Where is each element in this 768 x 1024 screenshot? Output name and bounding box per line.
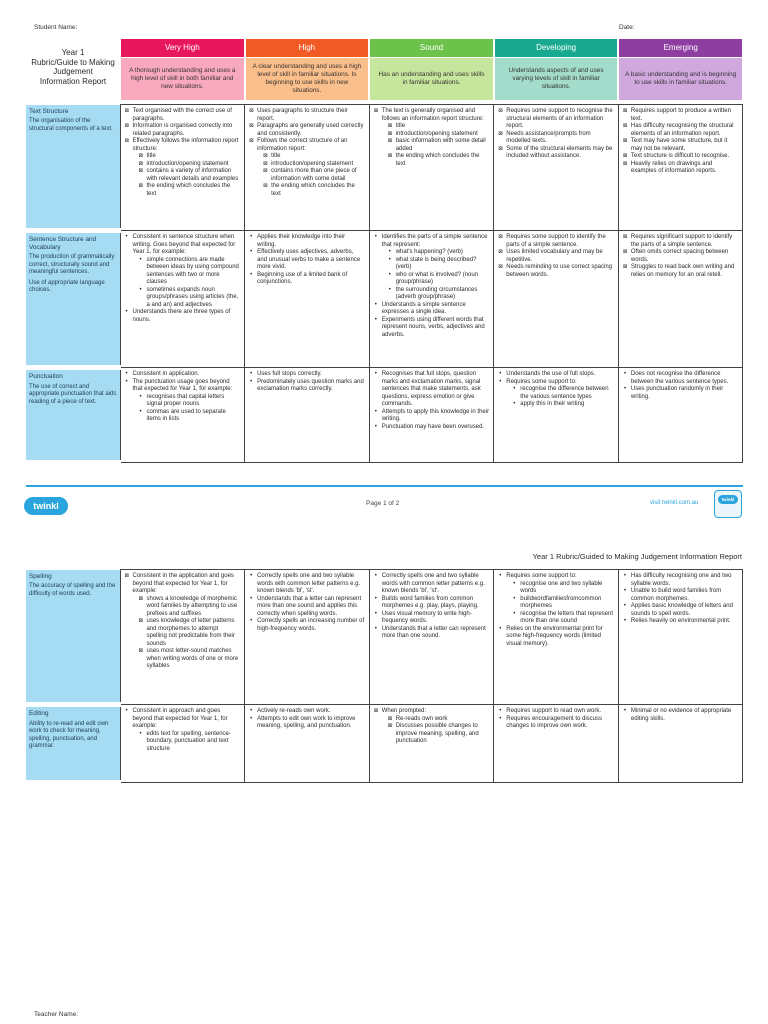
rubric-table-page-2: [26, 569, 743, 785]
criteria-text: recognise the difference between the various sentence types: [520, 386, 609, 400]
criteria-text: Understands a simple sentence expresses a single idea.: [381, 301, 466, 315]
page-number: Page 1 of 2: [366, 500, 400, 507]
criteria-text: introduction/opening statement: [395, 130, 478, 137]
criteria-item: [374, 573, 490, 596]
level-description: A clear understanding and uses a high level of skill in familiar situations. Is beginning to use skills in new situations.: [246, 58, 369, 100]
criteria-cell: [369, 368, 494, 463]
criteria-item: [623, 108, 739, 123]
criteria-text: recognises that capital letters signal proper nouns: [146, 393, 225, 407]
criteria-text: uses knowledge of letter patterns and morphemes to attempt spelling not predictable from their sounds: [146, 618, 235, 647]
criteria-item: [374, 626, 490, 641]
criteria-list: [125, 573, 241, 671]
criteria-text: Requires support to produce a written text.: [630, 108, 731, 122]
criteria-item: [374, 108, 490, 168]
criteria-item: [125, 123, 241, 138]
criteria-item: [623, 234, 739, 249]
criteria-item: [512, 386, 614, 401]
criteria-item: [139, 618, 241, 648]
criteria-list: [125, 108, 241, 198]
criteria-cell: [618, 705, 743, 783]
criteria-text: When prompted:: [381, 708, 427, 714]
criteria-cell: [369, 231, 494, 368]
criteria-text: Applies their knowledge into their writing.: [257, 234, 346, 248]
criteria-list: [498, 234, 614, 279]
criteria-text: Uses visual memory to write high-frequency words.: [381, 610, 472, 624]
rubric-row: [26, 705, 743, 783]
criteria-text: Requires some support to:: [506, 573, 577, 579]
criteria-text: Requires some support to recognise the structural elements of an information report.: [506, 108, 613, 129]
criteria-item: [623, 618, 739, 626]
level-header-very-high: Very High: [121, 39, 244, 57]
criteria-cell: [369, 105, 494, 231]
criteria-item: [374, 409, 490, 424]
criteria-list: [623, 708, 739, 723]
criteria-text: Effectively uses adjectives, adverbs, and unusual verbs to make a sentence more vivid.: [257, 249, 361, 270]
criteria-list: [133, 153, 241, 198]
criteria-text: sometimes expands noun groups/phrases using articles (the, a and an) and adjectives: [146, 286, 239, 308]
criteria-text: Correctly spells one and two syllable words with common letter patterns e.g. known blends 'bl', 'st'.: [257, 573, 361, 594]
badge-text: twinkl: [718, 495, 738, 504]
criteria-item: [498, 379, 614, 409]
date-label: Date:: [619, 24, 635, 31]
rubric-title-line: Judgement: [53, 67, 93, 77]
criteria-text: Relies on the environmental print for some high-frequency words (limited visual memory).: [506, 625, 603, 647]
criteria-text: what's happening? (verb): [395, 249, 463, 255]
criteria-text: Struggles to read back own writing and relies on memory for an oral retell.: [630, 264, 735, 278]
criteria-item: [125, 573, 241, 671]
criteria-text: apply this in their writing: [520, 401, 585, 407]
criteria-text: the surrounding circumstances (adverb group/phrase): [395, 286, 478, 300]
criteria-cell: [618, 231, 743, 368]
criteria-item: [374, 611, 490, 626]
criteria-cell: [369, 570, 494, 705]
criteria-text: Requires some support to identify the parts of a simple sentence.: [506, 234, 606, 248]
criteria-text: Consistent in approach and goes beyond that expected for Year 1, for example:: [132, 708, 228, 729]
criteria-list: [133, 731, 241, 754]
criteria-item: [249, 272, 365, 287]
criteria-text: Needs reminding to use correct spacing between words.: [506, 264, 613, 278]
criteria-list: [382, 249, 490, 302]
criteria-cell: [120, 231, 245, 368]
criteria-text: Requires some support to:: [506, 378, 577, 385]
criteria-item: [249, 249, 365, 272]
criteria-item: [512, 401, 614, 409]
criteria-list: [382, 123, 490, 168]
criteria-item: [623, 264, 739, 279]
criteria-text: shows a knowledge of morphemic word families by attempting to use prefixes and suffixes: [146, 595, 238, 617]
criteria-list: [249, 234, 365, 287]
category-title: Spelling: [29, 572, 52, 580]
criteria-item: [125, 379, 241, 424]
criteria-text: Correctly spells one and two syllable words with common letter patterns e.g. known blends 'bl', 'st'.: [381, 573, 485, 594]
criteria-item: [512, 596, 614, 611]
criteria-item: [139, 161, 241, 169]
criteria-list: [506, 581, 614, 626]
criteria-text: Uses limited vocabulary and may be repetitive.: [506, 249, 603, 263]
criteria-text: Understands there are three types of nouns.: [132, 309, 231, 323]
criteria-list: [374, 573, 490, 641]
criteria-text: Understands that a letter can represent more than one sound.: [381, 625, 486, 639]
criteria-item: [498, 626, 614, 649]
criteria-text: Predominately uses question marks and exclamation marks correctly.: [257, 378, 364, 392]
criteria-list: [374, 371, 490, 431]
criteria-cell: [120, 105, 245, 231]
level-description: A thorough understanding and uses a high level of skill in both familiar and new situations.: [121, 58, 244, 100]
criteria-text: Unable to build word families from common morphemes.: [630, 588, 722, 602]
criteria-list: [498, 573, 614, 648]
category-description: Use of appropriate language choices.: [29, 279, 105, 293]
level-header-developing: Developing: [495, 39, 618, 57]
rubric-title: [26, 48, 120, 86]
criteria-item: [249, 618, 365, 633]
criteria-item: [498, 131, 614, 146]
criteria-item: [263, 161, 365, 169]
criteria-item: [623, 371, 739, 386]
criteria-item: [139, 648, 241, 671]
criteria-list: [623, 573, 739, 626]
criteria-item: [249, 573, 365, 596]
criteria-text: Understands the use of full stops.: [506, 371, 596, 377]
criteria-item: [139, 731, 241, 754]
criteria-cell: [494, 570, 619, 705]
criteria-item: [388, 123, 490, 131]
criteria-item: [249, 371, 365, 379]
criteria-text: commas are used to separate items in lists: [146, 408, 226, 422]
criteria-item: [374, 424, 490, 432]
criteria-item: [623, 138, 739, 153]
criteria-text: Punctuation may have been overused.: [381, 423, 485, 430]
criteria-item: [512, 581, 614, 596]
criteria-text: The punctuation usage goes beyond that expected for Year 1, for example:: [132, 378, 233, 392]
criteria-list: [133, 596, 241, 671]
level-description: Has an understanding and uses skills in familiar situations.: [370, 58, 493, 100]
category-cell: [26, 570, 120, 705]
criteria-item: [249, 123, 365, 138]
criteria-item: [139, 183, 241, 198]
criteria-list: [623, 371, 739, 401]
criteria-list: [249, 708, 365, 731]
criteria-text: The text is generally organised and follows an information report structure:: [381, 108, 484, 122]
criteria-text: Consistent in sentence structure when writing. Goes beyond that expected for Year 1, for example:: [132, 234, 236, 255]
criteria-item: [374, 317, 490, 340]
criteria-text: recognise the letters that represent more than one sound: [520, 610, 613, 624]
criteria-item: [249, 138, 365, 198]
criteria-text: title: [146, 153, 156, 159]
criteria-item: [249, 596, 365, 619]
criteria-item: [623, 708, 739, 723]
rubric-table-page-1: [26, 104, 743, 465]
criteria-item: [388, 272, 490, 287]
criteria-item: [374, 371, 490, 409]
criteria-text: the ending which concludes the text: [146, 183, 231, 197]
twinkl-url-link[interactable]: visit twinkl.com.au: [650, 500, 699, 506]
criteria-text: Applies basic knowledge of letters and sounds to spell words.: [630, 603, 733, 617]
category-description: The production of grammatically correct, structurally sound and meaningful sentences.: [29, 254, 115, 275]
criteria-text: Has difficulty recognising the structural elements of an information report.: [630, 123, 734, 137]
criteria-item: [388, 716, 490, 724]
criteria-text: contains more than one piece of information with some detail: [271, 168, 357, 182]
criteria-text: Correctly spells an increasing number of high-frequency words.: [257, 618, 365, 632]
criteria-text: Often omits correct spacing between words.: [630, 249, 729, 263]
criteria-text: Text structure is difficult to recognise.: [630, 153, 730, 159]
page-2-title: Year 1 Rubric/Guided to Making Judgement Information Report: [532, 552, 742, 561]
criteria-text: Text organised with the correct use of paragraphs.: [132, 108, 232, 122]
criteria-item: [263, 168, 365, 183]
criteria-text: contains a variety of information with relevant details and examples: [146, 168, 239, 182]
criteria-list: [125, 371, 241, 424]
student-name-label: Student Name:: [34, 24, 78, 31]
criteria-cell: [494, 368, 619, 463]
criteria-item: [125, 234, 241, 309]
category-cell: [26, 231, 120, 368]
criteria-list: [125, 234, 241, 324]
criteria-list: [249, 371, 365, 394]
twinkl-logo: twinkl: [24, 497, 68, 515]
criteria-item: [498, 716, 614, 731]
criteria-text: who or what is involved? (noun group/phrase): [395, 271, 479, 285]
criteria-text: what state is being described? (verb): [395, 256, 477, 270]
criteria-text: Requires support to read own work.: [506, 708, 601, 714]
criteria-text: Attempts to apply this knowledge in their writing.: [381, 408, 490, 422]
category-title: Sentence Structure and Vocabulary: [29, 236, 97, 251]
criteria-item: [139, 168, 241, 183]
criteria-text: basic information with some detail added: [395, 138, 486, 152]
rubric-row: [26, 570, 743, 705]
level-header-high: High: [246, 39, 369, 57]
criteria-item: [498, 708, 614, 716]
criteria-text: Uses punctuation randomly in their writing.: [630, 386, 724, 400]
criteria-item: [388, 249, 490, 257]
criteria-item: [374, 596, 490, 611]
criteria-item: [623, 123, 739, 138]
criteria-text: Actively re-reads own work.: [257, 708, 331, 714]
criteria-text: uses most letter-sound matches when writing words of one or more syllables: [146, 648, 239, 669]
criteria-text: Uses paragraphs to structure their report.: [257, 108, 348, 122]
criteria-list: [498, 371, 614, 409]
criteria-list: [498, 708, 614, 731]
level-header-emerging: Emerging: [619, 39, 742, 57]
criteria-item: [498, 264, 614, 279]
criteria-text: Minimal or no evidence of appropriate editing skills.: [630, 708, 732, 722]
criteria-list: [257, 153, 365, 198]
footer-divider: [26, 485, 743, 487]
criteria-cell: [245, 705, 370, 783]
criteria-item: [125, 138, 241, 198]
criteria-cell: [245, 368, 370, 463]
criteria-list: [249, 108, 365, 198]
category-cell: [26, 105, 120, 231]
criteria-text: Understands that a letter can represent more than one sound and applies this correctly when spelling words.: [257, 595, 362, 617]
criteria-text: edits text for spelling, sentence-boundary, punctuation and text structure: [146, 730, 231, 752]
criteria-text: Builds word families from common morphemes e.g. play, plays, playing.: [381, 595, 479, 609]
criteria-list: [382, 716, 490, 746]
criteria-list: [623, 108, 739, 176]
criteria-text: Information is organised correctly into related paragraphs.: [132, 123, 233, 137]
criteria-item: [249, 708, 365, 716]
criteria-text: the ending which concludes the text: [271, 183, 355, 197]
criteria-cell: [120, 368, 245, 463]
criteria-text: title: [395, 123, 406, 129]
criteria-item: [498, 371, 614, 379]
criteria-text: Recognises that full stops, question marks and exclamation marks, signal sentences that make statements, ask questions, express emotion or give commands.: [381, 371, 481, 407]
criteria-text: Some of the structural elements may be included without assistance.: [506, 145, 613, 159]
criteria-cell: [120, 570, 245, 705]
criteria-cell: [120, 705, 245, 783]
criteria-item: [498, 573, 614, 626]
category-cell: [26, 705, 120, 783]
criteria-list: [374, 708, 490, 746]
category-title: Editing: [29, 710, 49, 717]
criteria-cell: [494, 705, 619, 783]
criteria-cell: [618, 368, 743, 463]
criteria-text: recognise one and two syllable words: [520, 580, 603, 594]
criteria-item: [623, 161, 739, 176]
criteria-item: [388, 138, 490, 153]
rubric-row: [26, 105, 743, 231]
category-description: The organisation of the structural components of a text.: [29, 118, 113, 132]
criteria-text: Needs assistance/prompts from modelled texts.: [506, 130, 591, 144]
criteria-item: [125, 371, 241, 379]
category-title: Text Structure: [29, 107, 69, 115]
criteria-item: [139, 394, 241, 409]
criteria-item: [374, 302, 490, 317]
criteria-item: [249, 108, 365, 123]
criteria-list: [249, 573, 365, 633]
category-description: Ability to re-read and edit own work to check for meaning, spelling, punctuation, and grammar.: [29, 720, 109, 749]
quality-badge-icon: [714, 490, 742, 518]
criteria-cell: [618, 105, 743, 231]
criteria-item: [388, 257, 490, 272]
category-description: The accuracy of spelling and the difficulty of words used.: [29, 583, 116, 597]
criteria-list: [133, 394, 241, 424]
criteria-cell: [245, 105, 370, 231]
criteria-cell: [494, 105, 619, 231]
criteria-item: [498, 108, 614, 131]
criteria-text: Experiments using different words that represent nouns, verbs, adjectives and adverbs.: [381, 316, 485, 338]
criteria-item: [623, 386, 739, 401]
rubric-title-line: Information Report: [39, 76, 107, 86]
criteria-item: [263, 153, 365, 161]
criteria-text: Discusses possible changes to improve meaning, spelling, and punctuation: [395, 723, 479, 744]
criteria-text: Relies heavily on environmental print.: [630, 618, 731, 624]
rubric-title-line: Year 1: [61, 48, 85, 57]
criteria-item: [139, 257, 241, 287]
level-description: A basic understanding and is beginning to use skills in familiar situations.: [619, 58, 742, 100]
criteria-item: [374, 234, 490, 302]
criteria-list: [623, 234, 739, 279]
criteria-item: [125, 309, 241, 324]
criteria-text: buildwordfamiliesfromcommon morphemes: [520, 595, 602, 609]
criteria-text: Uses full stops correctly.: [257, 371, 322, 377]
criteria-text: Consistent in application.: [132, 371, 200, 377]
criteria-item: [249, 716, 365, 731]
level-header-sound: Sound: [370, 39, 493, 57]
level-description: Understands aspects of and uses varying levels of skill in familiar situations.: [495, 58, 618, 100]
rubric-row: [26, 368, 743, 463]
criteria-item: [388, 287, 490, 302]
criteria-text: Requires significant support to identify the parts of a simple sentence.: [630, 234, 733, 248]
criteria-text: simple connections are made between ideas by using compound sentences with two or more clauses: [146, 256, 239, 285]
criteria-text: the ending which concludes the text: [395, 153, 480, 167]
criteria-item: [139, 153, 241, 161]
criteria-item: [125, 708, 241, 753]
criteria-item: [512, 611, 614, 626]
criteria-cell: [245, 231, 370, 368]
criteria-cell: [618, 570, 743, 705]
criteria-item: [249, 379, 365, 394]
criteria-text: Re-reads own work: [395, 715, 448, 722]
criteria-text: Text may have some structure, but it may not be relevant.: [630, 138, 728, 152]
criteria-item: [498, 146, 614, 161]
criteria-item: [498, 249, 614, 264]
criteria-text: Attempts to edit own work to improve meaning, spelling, and punctuation.: [257, 715, 356, 729]
criteria-text: title: [271, 153, 281, 159]
criteria-list: [133, 257, 241, 310]
criteria-item: [623, 153, 739, 161]
teacher-name-label: Teacher Name:: [34, 1011, 79, 1018]
criteria-item: [388, 153, 490, 168]
criteria-text: Consistent in the application and goes beyond that expected for Year 1, for example:: [132, 573, 234, 594]
criteria-item: [498, 234, 614, 249]
criteria-cell: [494, 231, 619, 368]
criteria-list: [374, 108, 490, 168]
criteria-item: [139, 596, 241, 619]
category-cell: [26, 368, 120, 463]
criteria-text: Does not recognise the difference between the various sentence types.: [630, 371, 729, 385]
criteria-item: [263, 183, 365, 198]
criteria-text: introduction/opening statement: [271, 160, 354, 167]
criteria-list: [125, 708, 241, 753]
category-description: The use of correct and appropriate punctuation that aids reading of a piece of text.: [29, 383, 117, 405]
criteria-text: Effectively follows the information report structure:: [132, 138, 239, 152]
criteria-item: [374, 708, 490, 746]
criteria-item: [249, 234, 365, 249]
criteria-item: [139, 409, 241, 424]
criteria-item: [388, 131, 490, 139]
criteria-item: [125, 108, 241, 123]
criteria-item: [623, 588, 739, 603]
criteria-text: Paragraphs are generally used correctly and consistently.: [257, 123, 364, 137]
criteria-text: Beginning use of a limited bank of conjunctions.: [257, 271, 348, 285]
criteria-item: [623, 603, 739, 618]
rubric-row: [26, 231, 743, 368]
criteria-item: [623, 573, 739, 588]
criteria-cell: [245, 570, 370, 705]
criteria-item: [388, 723, 490, 746]
criteria-text: Identifies the parts of a simple sentence that represent:: [381, 234, 488, 248]
criteria-item: [139, 287, 241, 310]
criteria-list: [506, 386, 614, 409]
criteria-item: [623, 249, 739, 264]
criteria-cell: [369, 705, 494, 783]
category-title: Punctuation: [29, 373, 63, 380]
criteria-list: [498, 108, 614, 161]
criteria-list: [374, 234, 490, 339]
rubric-title-line: Rubric/Guide to Making: [31, 57, 115, 67]
criteria-text: Requires encouragement to discuss changes to improve own work.: [506, 715, 602, 729]
criteria-text: Has difficulty recognising one and two syllable words.: [630, 573, 732, 587]
criteria-text: introduction/opening statement: [146, 160, 229, 167]
criteria-text: Follows the correct structure of an information report:: [257, 138, 348, 152]
criteria-text: Heavily relies on drawings and examples of information reports.: [630, 160, 717, 174]
